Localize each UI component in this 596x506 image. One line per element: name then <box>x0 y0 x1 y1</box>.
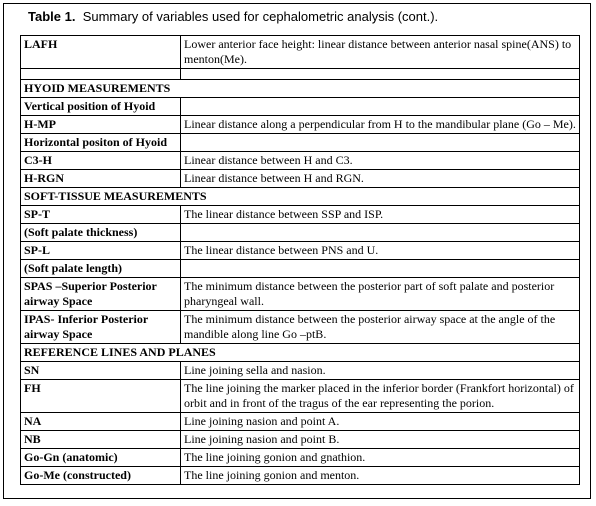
variables-table <box>20 35 580 485</box>
table-row <box>21 467 580 485</box>
empty-cell <box>181 134 580 152</box>
table-row <box>21 206 580 224</box>
term-cell: Go-Gn (anatomic) <box>21 449 181 467</box>
description-cell: The minimum distance between the posterior airway space at the angle of the mandible along line Go –ptB. <box>181 311 580 344</box>
table-row <box>21 170 580 188</box>
term-note-cell: (Soft palate length) <box>21 260 181 278</box>
term-cell: SPAS –Superior Posterior airway Space <box>21 278 181 311</box>
section-row <box>21 188 580 206</box>
description-cell: The line joining gonion and menton. <box>181 467 580 485</box>
term-cell: IPAS- Inferior Posterior airway Space <box>21 311 181 344</box>
table-row <box>21 380 580 413</box>
description-cell: The linear distance between SSP and ISP. <box>181 206 580 224</box>
term-cell: H-MP <box>21 116 181 134</box>
term-note-cell: (Soft palate thickness) <box>21 224 181 242</box>
term-cell: H-RGN <box>21 170 181 188</box>
section-heading: HYOID MEASUREMENTS <box>21 80 580 98</box>
empty-cell <box>181 69 580 80</box>
table-row <box>21 224 580 242</box>
caption-text: Summary of variables used for cephalometric analysis (cont.). <box>82 9 439 24</box>
caption-label: Table 1. <box>28 9 76 24</box>
table-caption <box>28 9 438 24</box>
term-cell: SP-T <box>21 206 181 224</box>
subheading-row <box>21 134 580 152</box>
subheading-cell: Horizontal positon of Hyoid <box>21 134 181 152</box>
term-cell: LAFH <box>21 36 181 69</box>
term-cell: C3-H <box>21 152 181 170</box>
description-cell: Linear distance along a perpendicular from H to the mandibular plane (Go – Me). <box>181 116 580 134</box>
section-heading: SOFT-TISSUE MEASUREMENTS <box>21 188 580 206</box>
table-row <box>21 242 580 260</box>
table-row <box>21 311 580 344</box>
section-heading: REFERENCE LINES AND PLANES <box>21 344 580 362</box>
table-row <box>21 278 580 311</box>
term-cell: NB <box>21 431 181 449</box>
table-row <box>21 36 580 69</box>
term-cell: NA <box>21 413 181 431</box>
term-cell: Go-Me (constructed) <box>21 467 181 485</box>
description-cell: Linear distance between H and C3. <box>181 152 580 170</box>
description-cell: The linear distance between PNS and U. <box>181 242 580 260</box>
description-cell: The line joining the marker placed in the inferior border (Frankfort horizontal) of orbit and in front of the tragus of the ear representing the porion. <box>181 380 580 413</box>
description-cell: Linear distance between H and RGN. <box>181 170 580 188</box>
empty-cell <box>181 260 580 278</box>
table-row <box>21 362 580 380</box>
description-cell: Line joining nasion and point A. <box>181 413 580 431</box>
table-row <box>21 449 580 467</box>
empty-cell <box>181 98 580 116</box>
table-row <box>21 116 580 134</box>
empty-cell <box>21 69 181 80</box>
subheading-row <box>21 98 580 116</box>
description-cell: Line joining nasion and point B. <box>181 431 580 449</box>
table-row <box>21 69 580 80</box>
description-cell: Lower anterior face height: linear distance between anterior nasal spine(ANS) to menton(Me). <box>181 36 580 69</box>
section-row <box>21 80 580 98</box>
table-row <box>21 152 580 170</box>
subheading-cell: Vertical position of Hyoid <box>21 98 181 116</box>
description-cell: The line joining gonion and gnathion. <box>181 449 580 467</box>
description-cell: Line joining sella and nasion. <box>181 362 580 380</box>
empty-cell <box>181 224 580 242</box>
term-cell: SN <box>21 362 181 380</box>
table-row <box>21 413 580 431</box>
term-cell: SP-L <box>21 242 181 260</box>
table-row <box>21 431 580 449</box>
term-cell: FH <box>21 380 181 413</box>
description-cell: The minimum distance between the posterior part of soft palate and posterior pharyngeal wall. <box>181 278 580 311</box>
table-row <box>21 260 580 278</box>
section-row <box>21 344 580 362</box>
